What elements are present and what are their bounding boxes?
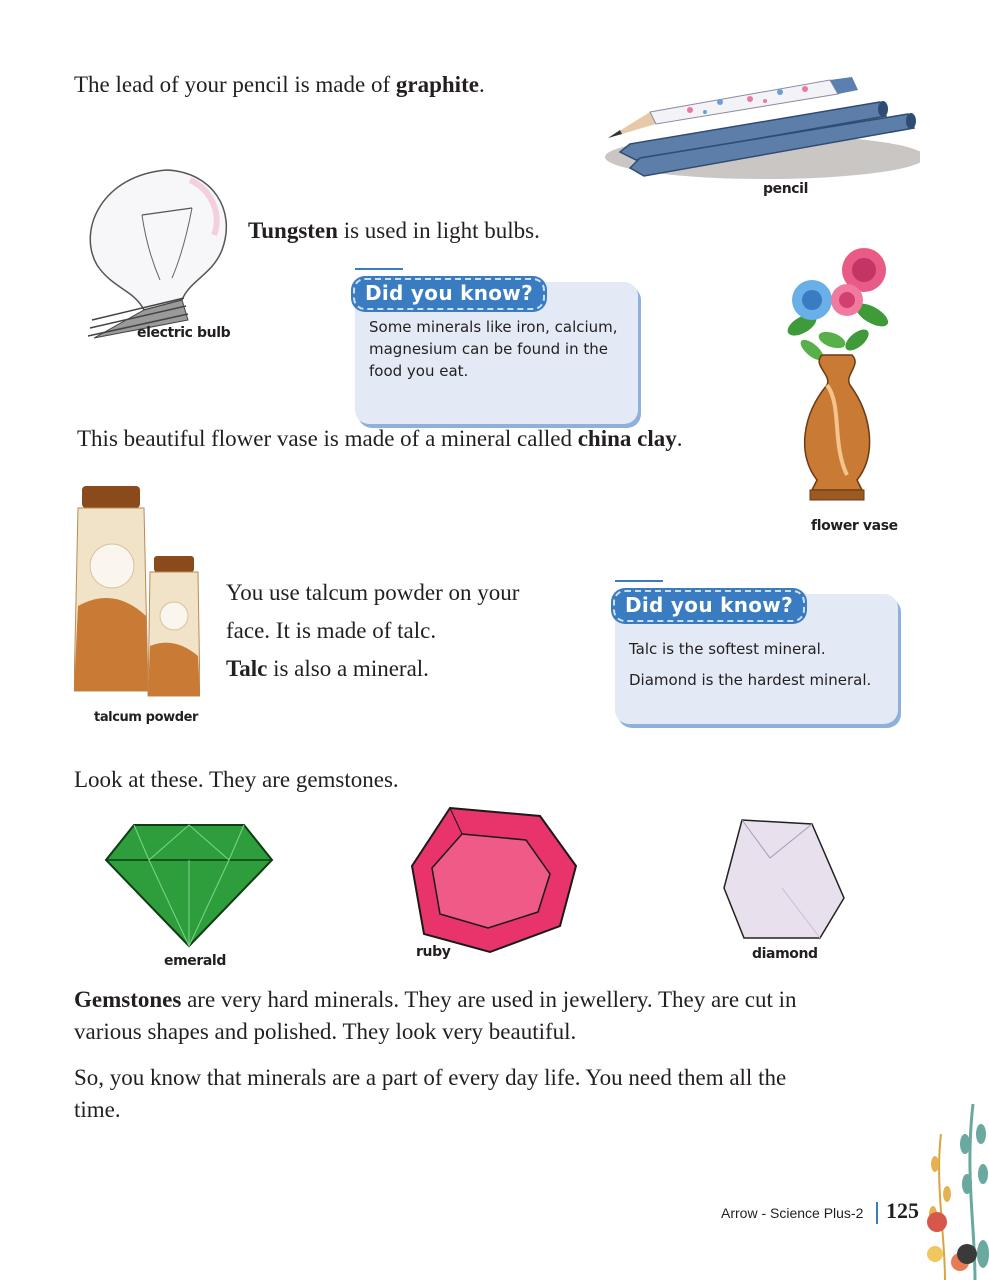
dyk1-line: magnesium can be found in the (369, 340, 608, 358)
diamond-caption: diamond (752, 946, 818, 962)
ruby-gem (410, 806, 578, 954)
closing-line-2: time. (74, 1097, 121, 1122)
talcum-line-1: You use talcum powder on your (226, 580, 520, 605)
tungsten-sentence: Tungsten is used in light bulbs. (248, 218, 540, 243)
vase-caption: flower vase (811, 518, 898, 534)
did-you-know-title-2: Did you know? (613, 590, 805, 622)
dyk1-line: food you eat. (369, 362, 469, 380)
light-bulb-illustration (72, 160, 242, 340)
dyk2-line: Talc is the softest mineral. (629, 640, 826, 658)
flower-vase-illustration (772, 245, 902, 510)
dyk1-line: Some minerals like iron, calcium, (369, 318, 618, 336)
talcum-caption: talcum powder (94, 710, 199, 725)
gemstones-intro: Look at these. They are gemstones. (74, 767, 399, 792)
pencil-illustration (590, 72, 920, 184)
floral-corner-decoration (905, 1104, 989, 1280)
dyk2-top-line (615, 580, 663, 582)
graphite-sentence: The lead of your pencil is made of graphite. (74, 72, 485, 97)
dyk2-line: Diamond is the hardest mineral. (629, 671, 872, 689)
pencil-caption: pencil (763, 181, 808, 197)
china-clay-sentence: This beautiful flower vase is made of a mineral called china clay. (77, 426, 683, 451)
dyk1-top-line (355, 268, 403, 270)
talcum-line-2: face. It is made of talc. (226, 618, 437, 643)
gemstones-desc-line-1: Gemstones are very hard minerals. They are used in jewellery. They are cut in (74, 987, 797, 1012)
bulb-caption: electric bulb (137, 325, 231, 341)
did-you-know-title-1: Did you know? (353, 278, 545, 310)
page-number: 125 (886, 1198, 919, 1223)
emerald-caption: emerald (164, 953, 226, 969)
emerald-gem (104, 820, 274, 948)
closing-line-1: So, you know that minerals are a part of every day life. You need them all the (74, 1065, 787, 1090)
talcum-bottle-illustration (74, 486, 200, 701)
ruby-caption: ruby (416, 944, 451, 960)
talc-sentence: Talc is also a mineral. (226, 656, 429, 681)
footer-book-title: Arrow - Science Plus-2 (721, 1205, 864, 1221)
gemstones-desc-line-2: various shapes and polished. They look very beautiful. (74, 1019, 577, 1044)
footer-divider (876, 1202, 878, 1224)
diamond-gem (722, 818, 846, 942)
